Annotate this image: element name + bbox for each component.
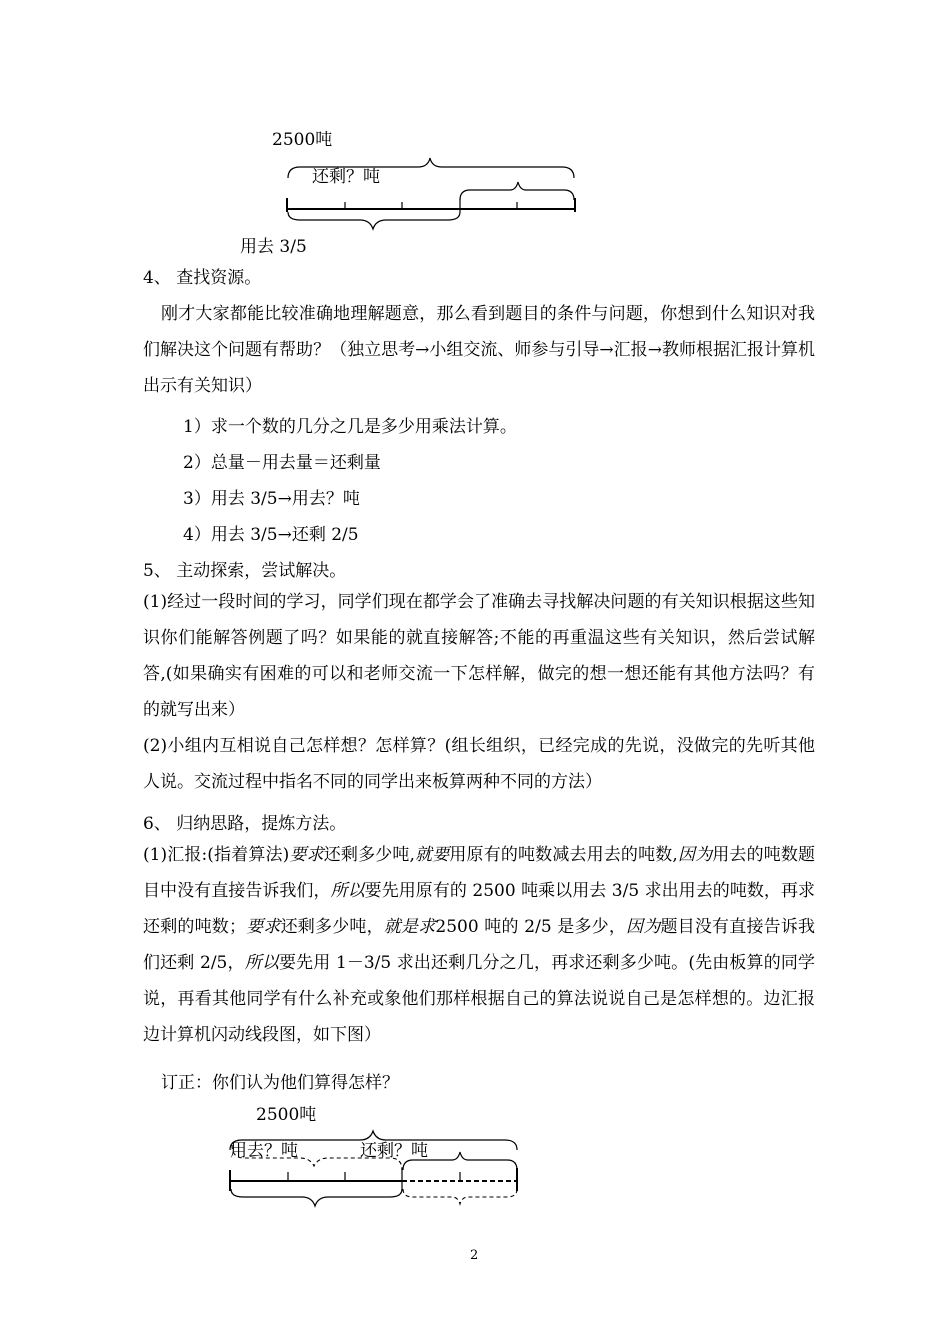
page-number: 2 xyxy=(470,1248,479,1263)
diagram1-top-brace xyxy=(288,158,574,178)
diagram1-segment xyxy=(287,198,575,212)
knowledge-item-3: 3）用去 3/5→用去？吨 xyxy=(183,489,360,509)
section-4-heading: 4、 查找资源。 xyxy=(143,268,262,288)
diagram1-remain-label: 还剩？吨 xyxy=(312,167,380,187)
knowledge-item-2: 2）总量－用去量＝还剩量 xyxy=(183,453,381,473)
section-5-paragraph-1: (1)经过一段时间的学习，同学们现在都学会了准确去寻找解决问题的有关知识根据这些知识你们能解答例题了吗？如果能的就直接解答;不能的再重温这些有关知识，然后尝试解答,(如果确实有困难的可以和老师交流一下怎样解，做完的想一想还能有其他方法吗？有的就写出来） xyxy=(143,592,815,720)
diagram2-remain-dashed-brace xyxy=(403,1189,517,1204)
diagram2-total-label: 2500吨 xyxy=(256,1105,317,1125)
section-4-paragraph: 刚才大家都能比较准确地理解题意，那么看到题目的条件与问题，你想到什么知识对我们解决这个问题有帮助？（独立思考→小组交流、师参与引导→汇报→教师根据汇报计算机出示有关知识） xyxy=(143,304,815,396)
section-6-heading: 6、 归纳思路，提炼方法。 xyxy=(143,814,347,834)
knowledge-item-4: 4）用去 3/5→还剩 2/5 xyxy=(183,525,359,545)
diagram1-used-brace xyxy=(288,212,460,229)
diagram1-remain-brace xyxy=(460,182,574,200)
section-6-paragraph: (1)汇报:(指着算法)要求还剩多少吨,就要用原有的吨数减去用去的吨数,因为用去的吨数题目中没有直接告诉我们，所以要先用原有的 2500 吨乘以用去 3/5 求出用去的吨数，再求还剩的吨数；要求还剩多少吨，就是求2500 吨的 2/5 是多少，因为题目没有直接告诉我们还剩 2/5，所以要先用 1－3/5 求出还剩几分之几，再求还剩多少吨。(先由板算的同学说，再看其他同学有什么补充或象他们那样根据自己的算法说说自己是怎样想的。边汇报边计算机闪动线段图，如下图） xyxy=(143,845,816,1045)
correction-line: 订正：你们认为他们算得怎样？ xyxy=(161,1073,399,1093)
diagram1-total-label: 2500吨 xyxy=(272,130,333,150)
diagram2-segment xyxy=(230,1168,517,1191)
knowledge-item-1: 1）求一个数的几分之几是多少用乘法计算。 xyxy=(183,417,517,437)
diagram2-used-label: 用去？吨 xyxy=(230,1141,298,1161)
diagram2-used-brace xyxy=(231,1189,402,1206)
section-5-paragraph-2: (2)小组内互相说自己怎样想？怎样算？(组长组织，已经完成的先说，没做完的先听其他人说。交流过程中指名不同的同学出来板算两种不同的方法） xyxy=(143,736,815,792)
diagram1-used-label: 用去 3/5 xyxy=(240,237,307,257)
diagram2-remain-label: 还剩？吨 xyxy=(360,1141,428,1161)
section-5-heading: 5、 主动探索，尝试解决。 xyxy=(143,561,347,581)
